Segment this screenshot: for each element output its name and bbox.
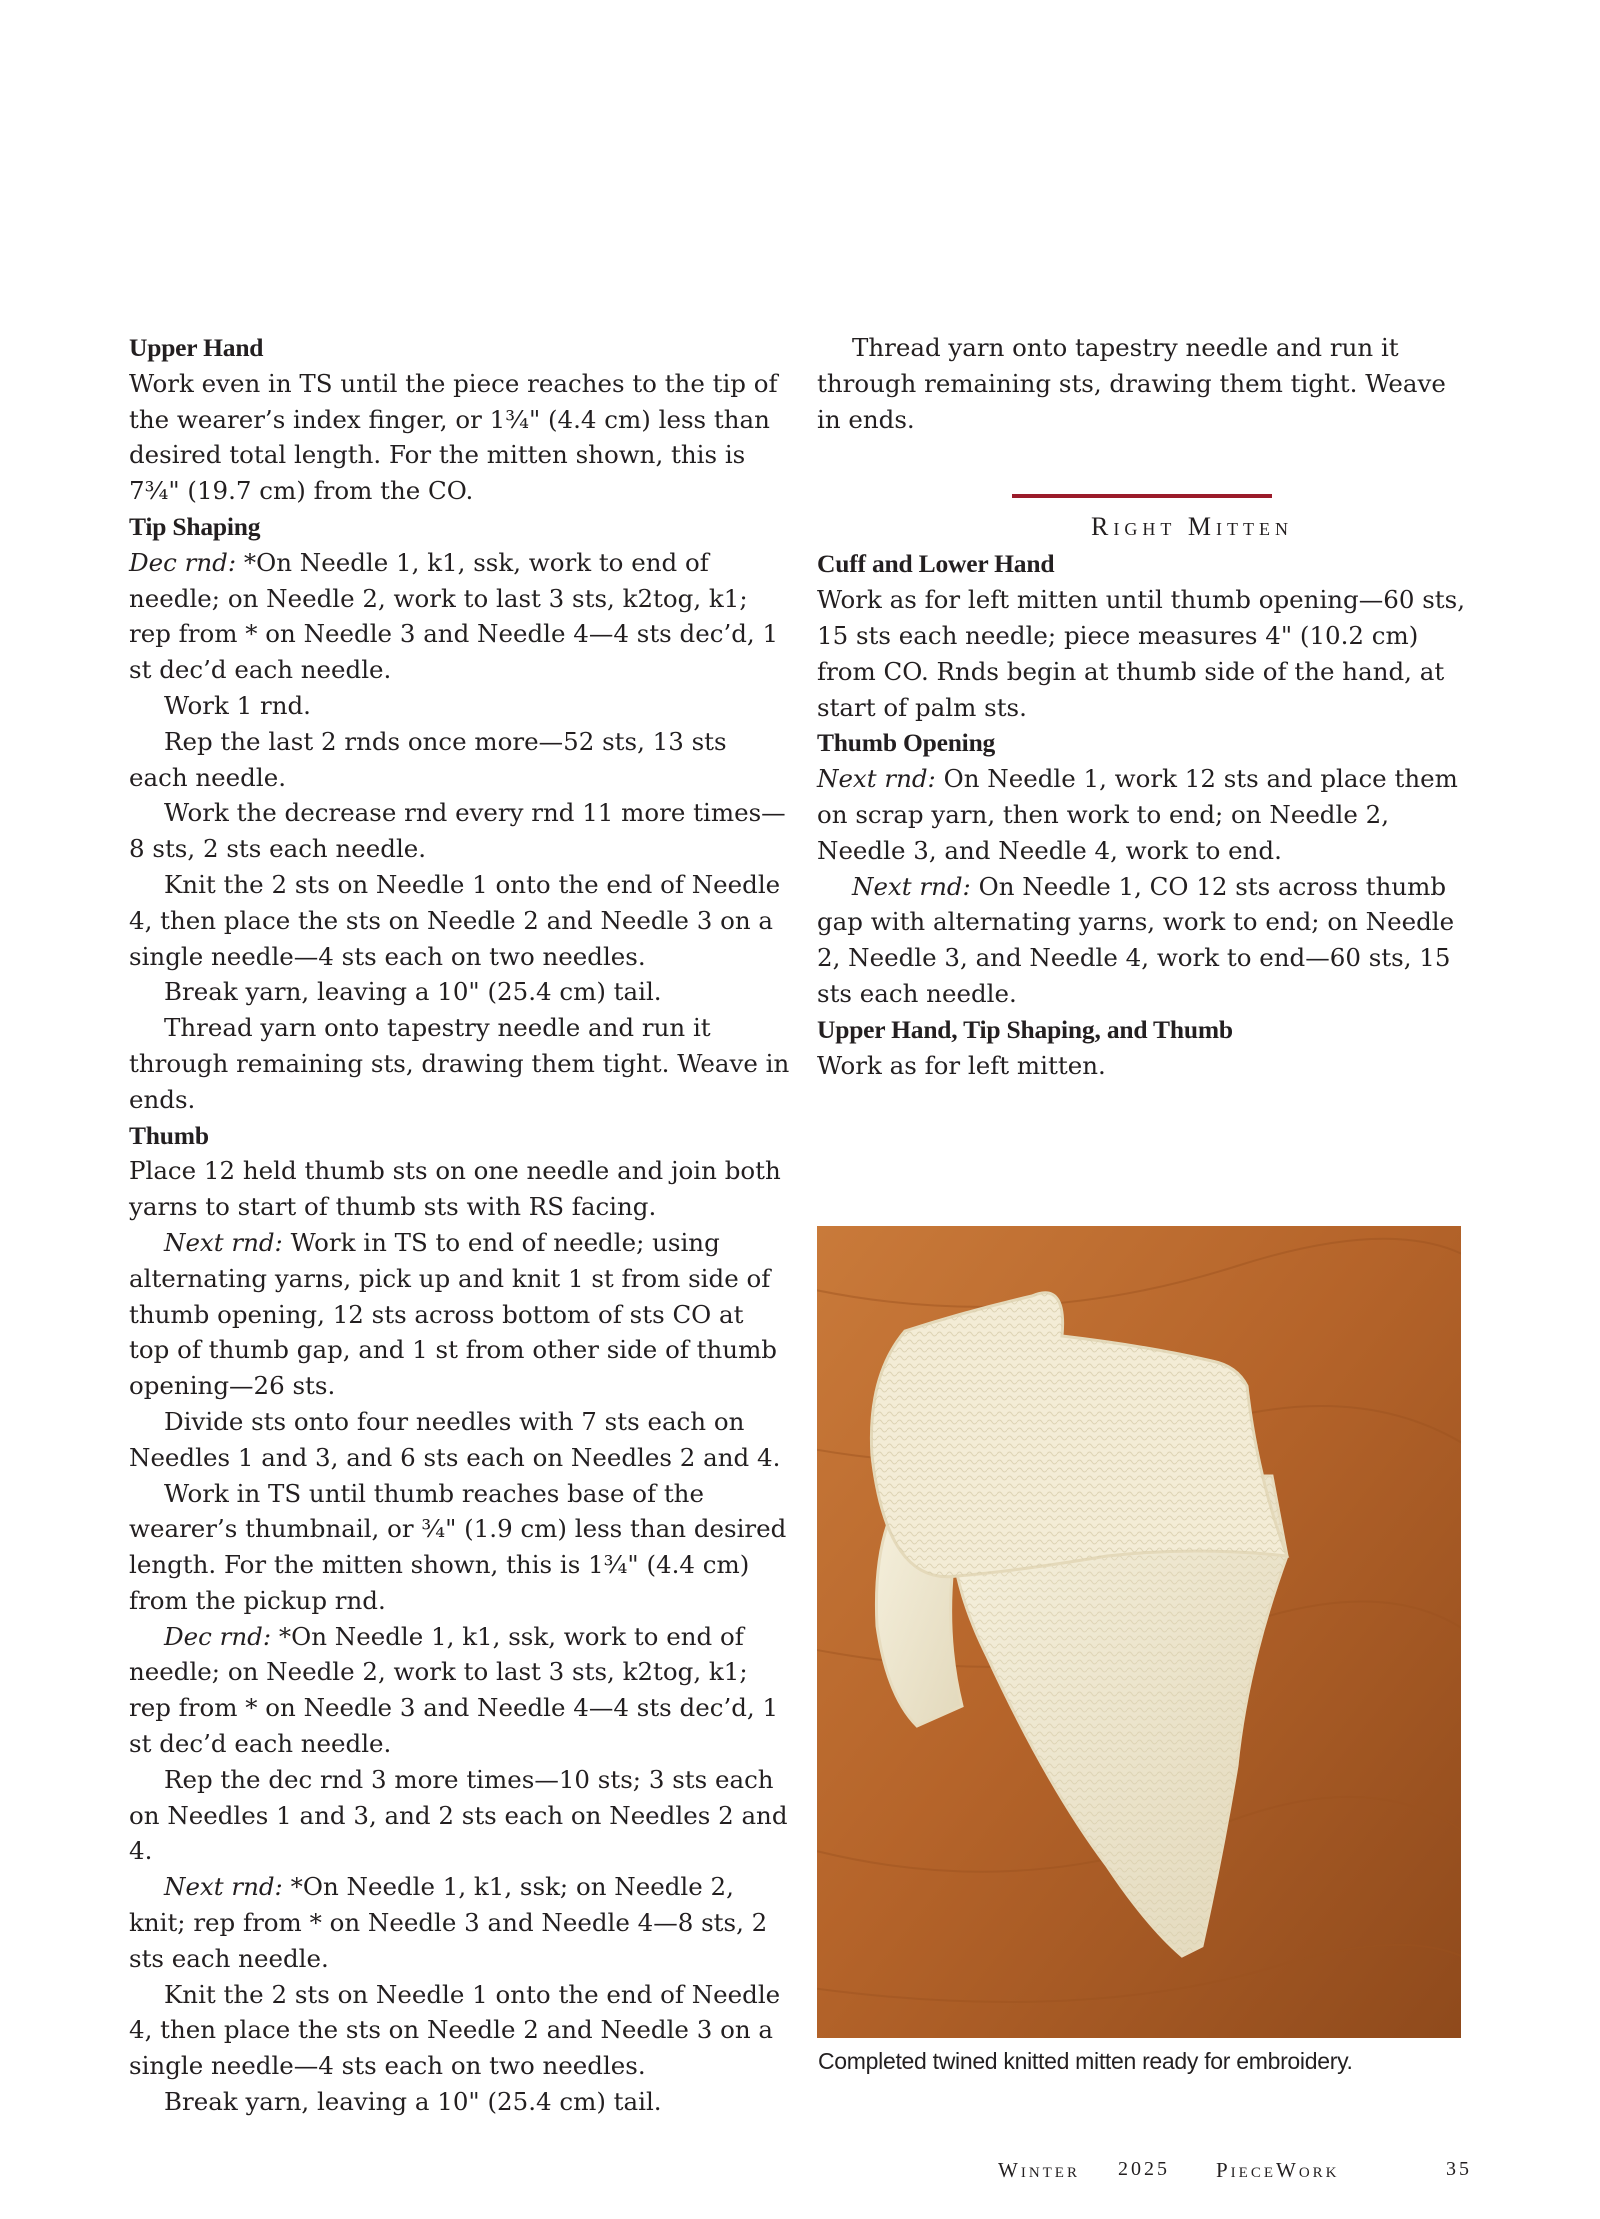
section-title: Right Mitten [1091, 512, 1293, 542]
thumb-heading: Thumb [129, 1120, 209, 1150]
thumb-next-rnd [129, 1225, 791, 1404]
tip-shaping-step: Rep the last 2 rnds once more—52 sts, 13 sts each needle. [129, 726, 727, 792]
upper-hand-right-text: Work as for left mitten. [817, 1050, 1106, 1080]
thumb-opening-next-rnd [817, 761, 1477, 868]
tip-shaping-step: Work the decrease rnd every rnd 11 more times—8 sts, 2 sts each needle. [129, 798, 786, 864]
tip-shaping-heading: Tip Shaping [129, 511, 261, 541]
footer-season: Winter [998, 2158, 1080, 2182]
next-rnd-text: *On Needle 1, k1, ssk; on Needle 2, knit; rep from * on Needle 3 and Needle 4—8 sts, 2 sts each needle. [129, 1872, 768, 1973]
dec-rnd-label: Dec rnd: [129, 547, 237, 577]
page-number: 35 [1446, 2158, 1472, 2180]
thumb-step: Knit the 2 sts on Needle 1 onto the end of Needle 4, then place the sts on Needle 2 and Needle 3 on a single needle—4 sts each on two needles. [129, 1979, 781, 2081]
tip-shaping-step: Knit the 2 sts on Needle 1 onto the end of Needle 4, then place the sts on Needle 2 and Needle 3 on a single needle—4 sts each on two needles. [129, 869, 781, 971]
thumb-opening-next-rnd [817, 869, 1477, 1012]
photo-caption: Completed twined knitted mitten ready for embroidery. [818, 2048, 1353, 2074]
dec-rnd-text: *On Needle 1, k1, ssk, work to end of needle; on Needle 2, work to last 3 sts, k2tog, k1; rep from * on Needle 3 and Needle 4—4 sts dec’d, 1 st dec’d each needle. [129, 1621, 779, 1759]
next-rnd-label: Next rnd: [164, 1872, 283, 1902]
left-column [129, 330, 791, 2120]
next-rnd-text: Work in TS to end of needle; using alternating yarns, pick up and knit 1 st from side of thumb opening, 12 sts across bottom of sts CO at top of thumb gap, and 1 st from other side of thumb opening—26 sts. [129, 1227, 777, 1401]
thumb-step: Break yarn, leaving a 10" (25.4 cm) tail. [164, 2087, 662, 2117]
next-rnd-text: On Needle 1, CO 12 sts across thumb gap with alternating yarns, work to end; on Needle 2, Needle 3, and Needle 4, work to end—60 sts, 15 sts each needle. [817, 871, 1455, 1008]
next-rnd-label: Next rnd: [164, 1227, 283, 1257]
next-rnd-label: Next rnd: [852, 871, 971, 901]
next-rnd-text: On Needle 1, work 12 sts and place them on scrap yarn, then work to end; on Needle 2, Needle 3, and Needle 4, work to end. [817, 764, 1458, 865]
dec-rnd-text: *On Needle 1, k1, ssk, work to end of needle; on Needle 2, work to last 3 sts, k2tog, k1; rep from * on Needle 3 and Needle 4—4 sts dec’d, 1 st dec’d each needle. [129, 547, 779, 685]
section-divider [1012, 494, 1272, 498]
dec-rnd-label: Dec rnd: [164, 1621, 272, 1651]
tip-shaping-dec-rnd [129, 545, 791, 688]
right-column [817, 330, 1477, 1083]
mitten-photo [817, 1226, 1461, 2038]
next-rnd-label: Next rnd: [817, 764, 936, 794]
thumb-step: Place 12 held thumb sts on one needle and join both yarns to start of thumb sts with RS facing. [129, 1156, 781, 1222]
continued-text: Thread yarn onto tapestry needle and run it through remaining sts, drawing them tight. Weave in ends. [817, 333, 1446, 434]
upper-hand-right-heading: Upper Hand, Tip Shaping, and Thumb [817, 1014, 1233, 1044]
upper-hand-heading: Upper Hand [129, 333, 264, 362]
thumb-opening-heading: Thumb Opening [817, 728, 996, 758]
thumb-next-rnd [129, 1869, 791, 1976]
tip-shaping-step: Break yarn, leaving a 10" (25.4 cm) tail. [164, 977, 662, 1007]
footer-magazine: PieceWork [1216, 2158, 1340, 2182]
tip-shaping-step: Work 1 rnd. [164, 690, 311, 720]
thumb-step: Work in TS until thumb reaches base of the wearer’s thumbnail, or ¾" (1.9 cm) less than desired length. For the mitten shown, this is 1¾" (4.4 cm) from the pickup rnd. [129, 1478, 787, 1615]
cuff-heading: Cuff and Lower Hand [817, 549, 1055, 579]
thumb-dec-rnd [129, 1619, 791, 1762]
thumb-step: Rep the dec rnd 3 more times—10 sts; 3 sts each on Needles 1 and 3, and 2 sts each on Needles 2 and 4. [129, 1764, 788, 1866]
thumb-step: Divide sts onto four needles with 7 sts each on Needles 1 and 3, and 6 sts each on Needles 2 and 4. [129, 1406, 781, 1472]
mitten-photo-illustration [817, 1226, 1461, 2038]
cuff-text: Work as for left mitten until thumb opening—60 sts, 15 sts each needle; piece measures 4" (10.2 cm) from CO. Rnds begin at thumb side of the hand, at start of palm sts. [817, 585, 1465, 722]
upper-hand-text: Work even in TS until the piece reaches to the tip of the wearer’s index finger, or 1¾" (4.4 cm) less than desired total length. For the mitten shown, this is 7¾" (19.7 cm) from the CO. [129, 368, 778, 506]
footer-year: 2025 [1118, 2158, 1170, 2180]
tip-shaping-step: Thread yarn onto tapestry needle and run it through remaining sts, drawing them tight. Weave in ends. [129, 1013, 790, 1114]
